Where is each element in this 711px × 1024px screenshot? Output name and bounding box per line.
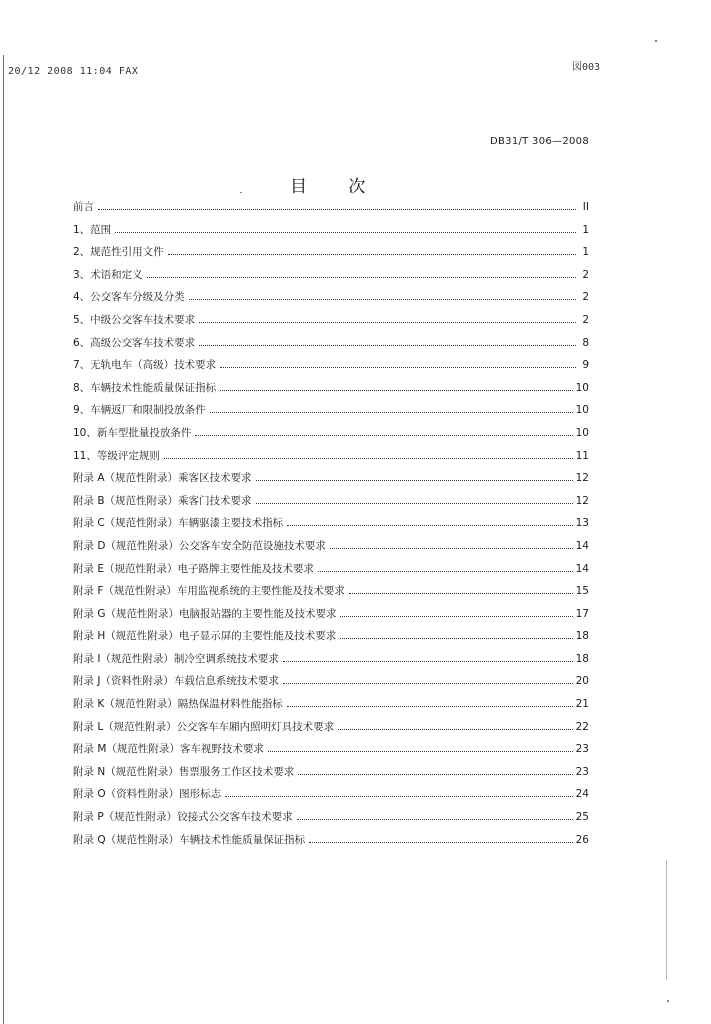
toc-leader-dots — [298, 774, 572, 775]
fax-header: 20/12 2008 11:04 FAX — [8, 66, 139, 77]
toc-entry-page: 10 — [575, 426, 589, 439]
toc-entry — [73, 449, 589, 472]
toc-entry — [73, 200, 589, 223]
toc-entry — [73, 607, 589, 630]
toc-entry-page: 10 — [575, 381, 589, 394]
toc-entry-label: 附录 O（资料性附录）图形标志 — [73, 788, 222, 801]
toc-entry-label: 4、公交客车分级及分类 — [73, 291, 185, 304]
toc-entry-label: 附录 D（规范性附录）公交客车安全防范设施技术要求 — [73, 539, 326, 552]
page-title: 目 次 — [290, 177, 384, 197]
toc-entry — [73, 584, 589, 607]
toc-leader-dots — [220, 390, 572, 391]
toc-entry — [73, 765, 589, 788]
toc-entry — [73, 403, 589, 426]
toc-entry-label: 附录 L（规范性附录）公交客车车厢内照明灯具技术要求 — [73, 720, 335, 733]
toc-leader-dots — [287, 706, 573, 707]
toc-entry — [73, 268, 589, 291]
toc-entry — [73, 810, 589, 833]
toc-entry-label: 附录 F（规范性附录）车用监视系统的主要性能及技术要求 — [73, 585, 345, 598]
toc-entry-page: 20 — [575, 675, 589, 688]
toc-entry-page: 2 — [582, 313, 589, 326]
toc-leader-dots — [340, 616, 572, 617]
toc-entry-page: 1 — [582, 223, 589, 236]
toc-leader-dots — [268, 751, 573, 752]
toc-entry-label: 附录 G（规范性附录）电脑报站器的主要性能及技术要求 — [73, 607, 337, 620]
toc-entry — [73, 697, 589, 720]
toc-entry-page: 12 — [575, 472, 589, 485]
toc-entry-label: 11、等级评定规则 — [73, 449, 160, 462]
toc-entry-label: 附录 A（规范性附录）乘客区技术要求 — [73, 472, 252, 485]
toc-entry-label: 3、术语和定义 — [73, 268, 143, 281]
toc-entry-page: 24 — [575, 788, 589, 801]
toc-entry-page: 17 — [575, 607, 589, 620]
toc-leader-dots — [199, 322, 576, 323]
toc-entry — [73, 562, 589, 585]
scan-left-border — [3, 55, 4, 1024]
toc-leader-dots — [340, 638, 572, 639]
toc-entry-label: 附录 I（规范性附录）制冷空调系统技术要求 — [73, 652, 279, 665]
toc-leader-dots — [225, 796, 573, 797]
toc-entry — [73, 245, 589, 268]
toc-leader-dots — [147, 277, 576, 278]
toc-entry-label: 附录 M（规范性附录）客车视野技术要求 — [73, 743, 264, 756]
toc-entry-page: 2 — [582, 268, 589, 281]
toc-entry-label: 附录 H（规范性附录）电子显示屏的主要性能及技术要求 — [73, 630, 337, 643]
toc-leader-dots — [220, 367, 576, 368]
toc-leader-dots — [318, 571, 573, 572]
fax-page-number: 図003 — [572, 62, 601, 73]
toc-leader-dots — [309, 842, 573, 843]
toc-entry-page: 18 — [575, 630, 589, 643]
toc-entry — [73, 516, 589, 539]
toc-entry-label: 5、中级公交客车技术要求 — [73, 313, 196, 326]
toc-entry-page: 25 — [575, 811, 589, 824]
toc-entry-page: 12 — [575, 494, 589, 507]
toc-entry-label: 附录 B（规范性附录）乘客门技术要求 — [73, 494, 252, 507]
toc-leader-dots — [199, 345, 576, 346]
toc-leader-dots — [195, 435, 572, 436]
toc-entry-page: 9 — [582, 359, 589, 372]
toc-leader-dots — [168, 254, 576, 255]
toc-entry-label: 7、无轨电车（高级）技术要求 — [73, 359, 217, 372]
toc-entry-label: 8、车辆技术性能质量保证指标 — [73, 381, 217, 394]
toc-entry-label: 6、高级公交客车技术要求 — [73, 336, 196, 349]
toc-entry-label: 附录 C（规范性附录）车辆驱漆主要技术指标 — [73, 517, 284, 530]
toc-entry-page: 14 — [575, 562, 589, 575]
toc-entry-label: 附录 Q（规范性附录）车辆技术性能质量保证指标 — [73, 833, 306, 846]
scan-speck — [240, 192, 242, 193]
toc-entry-page: 10 — [575, 404, 589, 417]
toc-entry-label: 附录 J（资料性附录）车载信息系统技术要求 — [73, 675, 279, 688]
toc-entry-page: 26 — [575, 833, 589, 846]
toc-entry — [73, 833, 589, 856]
toc-entry — [73, 494, 589, 517]
toc-entry-page: II — [582, 201, 589, 213]
toc-leader-dots — [338, 729, 572, 730]
toc-leader-dots — [283, 661, 573, 662]
toc-entry — [73, 336, 589, 359]
toc-entry-label: 1、范围 — [73, 223, 112, 236]
toc-leader-dots — [98, 209, 576, 210]
toc-entry — [73, 290, 589, 313]
toc-entry — [73, 674, 589, 697]
toc-entry — [73, 313, 589, 336]
toc-entry-label: 附录 E（规范性附录）电子路牌主要性能及技术要求 — [73, 562, 314, 575]
toc-entry-label: 前言 — [73, 201, 94, 213]
toc-leader-dots — [283, 683, 573, 684]
toc-entry-page: 2 — [582, 291, 589, 304]
toc-entry — [73, 471, 589, 494]
toc-entry-page: 15 — [575, 585, 589, 598]
toc-entry — [73, 742, 589, 765]
toc-leader-dots — [256, 503, 573, 504]
toc-entry-page: 23 — [575, 743, 589, 756]
scan-speck — [655, 40, 657, 42]
toc-entry — [73, 223, 589, 246]
table-of-contents — [73, 200, 589, 855]
toc-leader-dots — [287, 525, 572, 526]
toc-entry — [73, 652, 589, 675]
toc-entry-label: 附录 N（规范性附录）售票服务工作区技术要求 — [73, 765, 295, 778]
toc-entry-page: 11 — [575, 449, 589, 462]
toc-leader-dots — [115, 232, 576, 233]
toc-entry-label: 2、规范性引用文件 — [73, 246, 164, 259]
toc-entry-page: 14 — [575, 539, 589, 552]
toc-leader-dots — [256, 480, 573, 481]
toc-entry — [73, 426, 589, 449]
toc-entry-label: 9、车辆返厂和限制投放条件 — [73, 404, 206, 417]
toc-leader-dots — [164, 458, 573, 459]
toc-leader-dots — [349, 593, 573, 594]
standard-code: DB31/T 306—2008 — [490, 136, 589, 147]
toc-entry-page: 22 — [575, 720, 589, 733]
toc-entry-page: 1 — [582, 246, 589, 259]
toc-entry — [73, 787, 589, 810]
toc-entry-page: 23 — [575, 765, 589, 778]
toc-leader-dots — [189, 299, 576, 300]
toc-entry-page: 18 — [575, 652, 589, 665]
toc-leader-dots — [210, 412, 573, 413]
toc-entry-label: 附录 K（规范性附录）隔热保温材料性能指标 — [73, 698, 283, 711]
toc-entry — [73, 358, 589, 381]
toc-leader-dots — [330, 548, 573, 549]
toc-entry-label: 10、新车型批量投放条件 — [73, 426, 192, 439]
scan-edge-line — [666, 860, 667, 980]
scan-speck — [667, 1000, 669, 1002]
toc-entry — [73, 381, 589, 404]
toc-entry — [73, 539, 589, 562]
toc-entry-page: 8 — [582, 336, 589, 349]
toc-entry — [73, 720, 589, 743]
toc-entry — [73, 629, 589, 652]
toc-leader-dots — [297, 819, 573, 820]
toc-entry-page: 13 — [575, 517, 589, 530]
toc-entry-label: 附录 P（规范性附录）铰接式公交客车技术要求 — [73, 811, 293, 824]
toc-entry-page: 21 — [575, 698, 589, 711]
